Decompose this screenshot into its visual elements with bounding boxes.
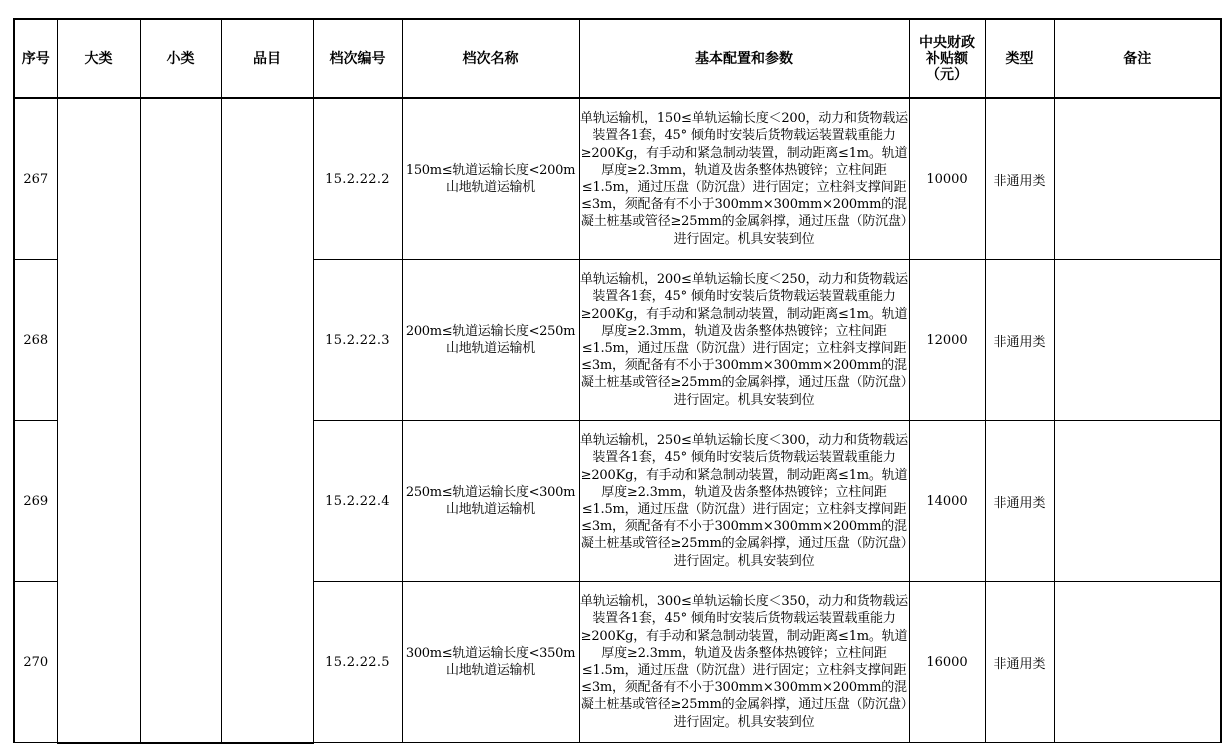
cell-item [221,98,313,743]
cell-seq: 269 [14,421,57,582]
header-subsidy-line2: 补贴额 [926,50,968,67]
header-subsidy-line3: （元） [926,66,968,83]
header-seq: 序号 [14,19,57,98]
header-major-category: 大类 [57,19,140,98]
cell-type: 非通用类 [985,98,1054,260]
grade-name-line1: 200m≤轨道运输长度<250m [405,324,576,339]
cell-seq: 267 [14,98,57,260]
header-subsidy-line1: 中央财政 [919,34,975,51]
cell-note [1054,421,1221,582]
header-subsidy [909,19,985,98]
cell-grade-name [402,98,579,260]
grade-name-line1: 250m≤轨道运输长度<300m [405,485,576,500]
cell-grade-code: 15.2.22.5 [313,582,402,743]
cell-spec: 单轨运输机，150≤单轨运输长度＜200，动力和货物载运装置各1套，45° 倾角时安装后货物载运装置载重能力≥200Kg，有手动和紧急制动装置，制动距离≤1m。轨道厚度≥2.3mm，轨道及齿条整体热镀锌；立柱间距≤1.5m，通过压盘（防沉盘）进行固定；立柱斜支撑间距≤3m，须配备有不小于300mm×300mm×200mm的混凝土桩基或管径≥25mm的金属斜撑，通过压盘（防沉盘）进行固定。机具安装到位 [579,98,909,260]
grade-name-line2: 山地轨道运输机 [446,502,535,517]
grade-name-line2: 山地轨道运输机 [446,663,535,678]
header-type: 类型 [985,19,1054,98]
header-note: 备注 [1054,19,1221,98]
grade-name-line1: 150m≤轨道运输长度<200m [405,163,576,178]
cell-seq: 268 [14,260,57,421]
cell-grade-name [402,421,579,582]
cell-major-category [57,98,140,743]
header-item: 品目 [221,19,313,98]
cell-note [1054,260,1221,421]
table-row [14,98,1221,260]
grade-name-line1: 300m≤轨道运输长度<350m [405,646,576,661]
header-grade-name: 档次名称 [402,19,579,98]
cell-type: 非通用类 [985,582,1054,743]
cell-spec: 单轨运输机，250≤单轨运输长度＜300，动力和货物载运装置各1套，45° 倾角时安装后货物载运装置载重能力≥200Kg，有手动和紧急制动装置，制动距离≤1m。轨道厚度≥2.3mm，轨道及齿条整体热镀锌；立柱间距≤1.5m，通过压盘（防沉盘）进行固定；立柱斜支撑间距≤3m，须配备有不小于300mm×300mm×200mm的混凝土桩基或管径≥25mm的金属斜撑，通过压盘（防沉盘）进行固定。机具安装到位 [579,421,909,582]
cell-subsidy: 16000 [909,582,985,743]
header-minor-category: 小类 [140,19,221,98]
cell-grade-name [402,582,579,743]
cell-type: 非通用类 [985,421,1054,582]
cell-grade-name [402,260,579,421]
cell-grade-code: 15.2.22.2 [313,98,402,260]
cell-spec: 单轨运输机，300≤单轨运输长度＜350，动力和货物载运装置各1套，45° 倾角时安装后货物载运装置载重能力≥200Kg，有手动和紧急制动装置，制动距离≤1m。轨道厚度≥2.3mm，轨道及齿条整体热镀锌；立柱间距≤1.5m，通过压盘（防沉盘）进行固定；立柱斜支撑间距≤3m，须配备有不小于300mm×300mm×200mm的混凝土桩基或管径≥25mm的金属斜撑，通过压盘（防沉盘）进行固定。机具安装到位 [579,582,909,743]
grade-name-line2: 山地轨道运输机 [446,341,535,356]
cell-subsidy: 14000 [909,421,985,582]
cell-grade-code: 15.2.22.4 [313,421,402,582]
cell-subsidy: 12000 [909,260,985,421]
cell-note [1054,582,1221,743]
cell-grade-code: 15.2.22.3 [313,260,402,421]
cell-subsidy: 10000 [909,98,985,260]
header-grade-code: 档次编号 [313,19,402,98]
cell-type: 非通用类 [985,260,1054,421]
grade-name-line2: 山地轨道运输机 [446,180,535,195]
cell-note [1054,98,1221,260]
header-row [14,19,1221,98]
cell-seq: 270 [14,582,57,743]
header-spec: 基本配置和参数 [579,19,909,98]
cell-spec: 单轨运输机，200≤单轨运输长度＜250，动力和货物载运装置各1套，45° 倾角时安装后货物载运装置载重能力≥200Kg，有手动和紧急制动装置，制动距离≤1m。轨道厚度≥2.3mm，轨道及齿条整体热镀锌；立柱间距≤1.5m，通过压盘（防沉盘）进行固定；立柱斜支撑间距≤3m，须配备有不小于300mm×300mm×200mm的混凝土桩基或管径≥25mm的金属斜撑，通过压盘（防沉盘）进行固定。机具安装到位 [579,260,909,421]
cell-minor-category [140,98,221,743]
subsidy-table [13,18,1222,744]
